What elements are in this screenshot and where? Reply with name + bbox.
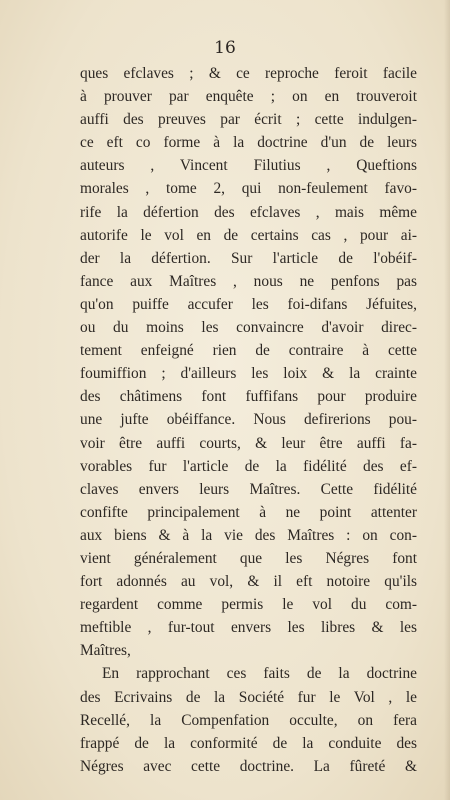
text-line: der la défertion. Sur l'article de l'obéif- bbox=[80, 249, 417, 267]
text-line: auffi des preuves par écrit ; cette indulgen- bbox=[80, 111, 417, 129]
text-line: qu'on puiffe accufer les foi-difans Jéfuites, bbox=[80, 295, 417, 313]
text-body bbox=[80, 62, 417, 778]
text-line: tement enfeigné rien de contraire à cette bbox=[80, 342, 417, 360]
text-line: Recellé, la Compenfation occulte, on fera bbox=[80, 711, 417, 729]
text-line: Négres avec cette doctrine. La fûreté & bbox=[80, 757, 417, 775]
text-line: à prouver par enquête ; on en trouveroit bbox=[80, 88, 417, 106]
text-line: frappé de la conformité de la conduite des bbox=[80, 734, 417, 752]
text-line: ou du moins les convaincre d'avoir direc- bbox=[80, 319, 417, 337]
page-number: 16 bbox=[214, 38, 236, 58]
text-line: rife la défertion des efclaves , mais même bbox=[80, 203, 417, 221]
text-line: regardent comme permis le vol du com- bbox=[80, 596, 417, 614]
text-line: foumiffion ; d'ailleurs les loix & la crainte bbox=[80, 365, 417, 383]
paragraph-2 bbox=[80, 662, 417, 777]
text-line: ce eft co forme à la doctrine d'un de leurs bbox=[80, 134, 417, 152]
page-edge-shadow bbox=[444, 0, 450, 800]
text-line: meftible , fur-tout envers les libres & les bbox=[80, 619, 417, 637]
text-line: vient généralement que les Négres font bbox=[80, 549, 417, 567]
text-line: une jufte obéiffance. Nous defirerions pou- bbox=[80, 411, 417, 429]
text-line: auteurs , Vincent Filutius , Queftions bbox=[80, 157, 417, 175]
text-line: Maîtres, bbox=[80, 642, 131, 660]
text-line: des Ecrivains de la Société fur le Vol , le bbox=[80, 688, 417, 706]
text-line: confifte principalement à ne point attenter bbox=[80, 503, 417, 521]
paragraph-1 bbox=[80, 62, 417, 662]
text-line: aux biens & à la vie des Maîtres : on con- bbox=[80, 526, 417, 544]
text-line: vorables fur l'article de la fidélité des ef- bbox=[80, 457, 417, 475]
text-line: En rapprochant ces faits de la doctrine bbox=[102, 665, 417, 683]
text-line: des châtimens font fuffifans pour produire bbox=[80, 388, 417, 406]
text-line: ques efclaves ; & ce reproche feroit facile bbox=[80, 65, 417, 82]
text-line: voir être auffi courts, & leur être auffi fa- bbox=[80, 434, 417, 452]
text-line: morales , tome 2, qui non-feulement favo- bbox=[80, 180, 417, 198]
text-line: fance aux Maîtres , nous ne penfons pas bbox=[80, 272, 417, 290]
text-line: fort adonnés au vol, & il eft notoire qu'ils bbox=[80, 573, 417, 591]
text-line: claves envers leurs Maîtres. Cette fidélité bbox=[80, 480, 417, 498]
text-line: autorife le vol en de certains cas , pour ai- bbox=[80, 226, 417, 244]
